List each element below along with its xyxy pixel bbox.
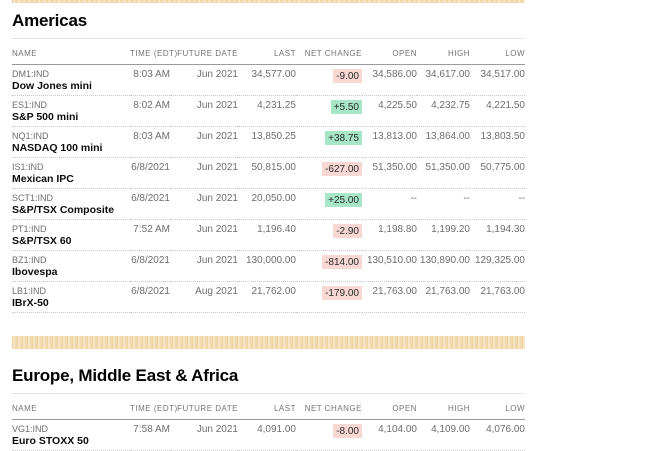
col-header-future-date: FUTURE DATE <box>170 39 238 65</box>
last-cell: 4,231.25 <box>238 96 296 127</box>
instrument-name-link[interactable]: Ibovespa <box>12 266 58 278</box>
low-cell: 13,803.50 <box>470 127 525 158</box>
open-cell: 34,586.00 <box>362 65 417 96</box>
col-header-high: HIGH <box>417 39 470 65</box>
high-cell: 13,864.00 <box>417 127 470 158</box>
last-cell: 21,762.00 <box>238 282 296 313</box>
low-cell: 4,076.00 <box>470 420 525 451</box>
future-date-cell: Jun 2021 <box>170 127 238 158</box>
table-header-row <box>12 39 525 65</box>
open-cell: 13,813.00 <box>362 127 417 158</box>
col-header-name: NAME <box>12 394 130 420</box>
ticker-link[interactable]: SCT1:IND <box>12 193 54 203</box>
net-change-badge: -179.00 <box>322 286 362 300</box>
net-change-badge: +5.50 <box>331 100 362 114</box>
col-header-open: OPEN <box>362 39 417 65</box>
low-cell: 129,325.00 <box>470 251 525 282</box>
ticker-link[interactable]: PT1:IND <box>12 224 47 234</box>
future-date-cell: Jun 2021 <box>170 158 238 189</box>
future-date-cell: Jun 2021 <box>170 189 238 220</box>
last-cell: 1,196.40 <box>238 220 296 251</box>
instrument-name-link[interactable]: S&P 500 mini <box>12 111 79 123</box>
col-header-last: LAST <box>238 394 296 420</box>
last-cell: 13,850.25 <box>238 127 296 158</box>
net-change-badge: +38.75 <box>325 131 362 145</box>
table-row <box>12 127 525 158</box>
open-cell: 130,510.00 <box>362 251 417 282</box>
instrument-name-link[interactable]: Euro STOXX 50 <box>12 435 89 447</box>
time-cell: 7:58 AM <box>130 420 170 451</box>
open-cell: -- <box>362 189 417 220</box>
table-row <box>12 220 525 251</box>
low-cell: 21,763.00 <box>470 282 525 313</box>
high-cell: 34,617.00 <box>417 65 470 96</box>
instrument-name-link[interactable]: Mexican IPC <box>12 173 74 185</box>
last-cell: 4,091.00 <box>238 420 296 451</box>
low-cell: 34,517.00 <box>470 65 525 96</box>
instrument-name-link[interactable]: Dow Jones mini <box>12 80 92 92</box>
col-header-net-change: NET CHANGE <box>296 39 362 65</box>
future-date-cell: Jun 2021 <box>170 65 238 96</box>
future-date-cell: Jun 2021 <box>170 420 238 451</box>
table-header-row <box>12 394 525 420</box>
ticker-link[interactable]: LB1:IND <box>12 286 47 296</box>
ticker-link[interactable]: BZ1:IND <box>12 255 47 265</box>
last-cell: 50,815.00 <box>238 158 296 189</box>
ad-placeholder-middle <box>12 336 525 349</box>
time-cell: 8:03 AM <box>130 127 170 158</box>
future-date-cell: Jun 2021 <box>170 96 238 127</box>
future-date-cell: Jun 2021 <box>170 251 238 282</box>
future-date-cell: Jun 2021 <box>170 220 238 251</box>
time-cell: 6/8/2021 <box>130 251 170 282</box>
open-cell: 51,350.00 <box>362 158 417 189</box>
col-header-future-date: FUTURE DATE <box>170 394 238 420</box>
ticker-link[interactable]: DM1:IND <box>12 69 50 79</box>
net-change-badge: -814.00 <box>322 255 362 269</box>
open-cell: 21,763.00 <box>362 282 417 313</box>
low-cell: 1,194.30 <box>470 220 525 251</box>
last-cell: 20,050.00 <box>238 189 296 220</box>
high-cell: -- <box>417 189 470 220</box>
low-cell: 4,221.50 <box>470 96 525 127</box>
col-header-last: LAST <box>238 39 296 65</box>
high-cell: 4,232.75 <box>417 96 470 127</box>
futures-page <box>12 0 525 451</box>
instrument-name-link[interactable]: IBrX-50 <box>12 297 49 309</box>
net-change-badge: -8.00 <box>333 424 362 438</box>
net-change-badge: +25.00 <box>325 193 362 207</box>
table-row <box>12 158 525 189</box>
col-header-high: HIGH <box>417 394 470 420</box>
instrument-name-link[interactable]: S&P/TSX Composite <box>12 204 115 216</box>
table-row <box>12 96 525 127</box>
ticker-link[interactable]: NQ1:IND <box>12 131 49 141</box>
net-change-badge: -2.90 <box>333 224 362 238</box>
col-header-net-change: NET CHANGE <box>296 394 362 420</box>
table-row <box>12 189 525 220</box>
time-cell: 6/8/2021 <box>130 158 170 189</box>
col-header-open: OPEN <box>362 394 417 420</box>
high-cell: 130,890.00 <box>417 251 470 282</box>
instrument-name-link[interactable]: S&P/TSX 60 <box>12 235 72 247</box>
high-cell: 21,763.00 <box>417 282 470 313</box>
col-header-name: NAME <box>12 39 130 65</box>
low-cell: 50,775.00 <box>470 158 525 189</box>
open-cell: 1,198.80 <box>362 220 417 251</box>
col-header-time: TIME (EDT) <box>130 39 170 65</box>
section-title-americas: Americas <box>12 3 525 39</box>
high-cell: 1,199.20 <box>417 220 470 251</box>
ticker-link[interactable]: IS1:IND <box>12 162 44 172</box>
future-date-cell: Aug 2021 <box>170 282 238 313</box>
time-cell: 7:52 AM <box>130 220 170 251</box>
ticker-link[interactable]: ES1:IND <box>12 100 48 110</box>
section-gap <box>12 313 525 336</box>
time-cell: 6/8/2021 <box>130 282 170 313</box>
ticker-link[interactable]: VG1:IND <box>12 424 49 434</box>
time-cell: 8:02 AM <box>130 96 170 127</box>
low-cell: -- <box>470 189 525 220</box>
open-cell: 4,225.50 <box>362 96 417 127</box>
net-change-badge: -627.00 <box>322 162 362 176</box>
last-cell: 34,577.00 <box>238 65 296 96</box>
col-header-low: LOW <box>470 39 525 65</box>
section-title-emea: Europe, Middle East & Africa <box>12 358 525 394</box>
time-cell: 6/8/2021 <box>130 189 170 220</box>
open-cell: 4,104.00 <box>362 420 417 451</box>
table-row <box>12 251 525 282</box>
high-cell: 51,350.00 <box>417 158 470 189</box>
table-row <box>12 65 525 96</box>
col-header-low: LOW <box>470 394 525 420</box>
instrument-name-link[interactable]: NASDAQ 100 mini <box>12 142 103 154</box>
time-cell: 8:03 AM <box>130 65 170 96</box>
net-change-badge: -9.00 <box>333 69 362 83</box>
col-header-time: TIME (EDT) <box>130 394 170 420</box>
emea-futures-table <box>12 394 525 451</box>
high-cell: 4,109.00 <box>417 420 470 451</box>
americas-futures-table <box>12 39 525 313</box>
last-cell: 130,000.00 <box>238 251 296 282</box>
table-row <box>12 420 525 451</box>
table-row <box>12 282 525 313</box>
